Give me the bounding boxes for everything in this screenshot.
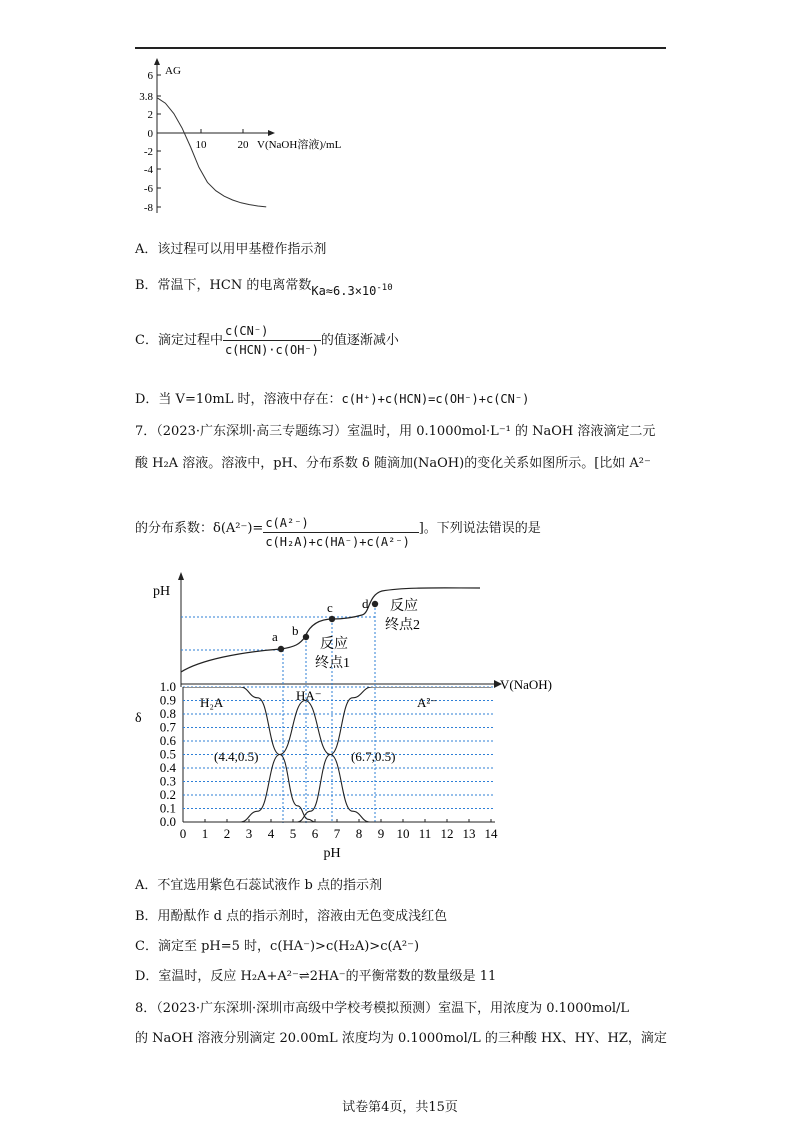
ag-xlabel: V(NaOH溶液)/mL <box>257 139 342 151</box>
q6-option-d <box>135 390 529 409</box>
ag-ytick: 0 <box>147 128 153 140</box>
q7-option-a: A．不宜选用紫色石蕊试液作 b 点的指示剂 <box>135 878 382 893</box>
q7-stem-line3 <box>135 514 541 551</box>
q7-option-c: C．滴定至 pH=5 时，c(HA⁻)>c(H₂A)>c(A²⁻) <box>135 939 420 954</box>
point-d <box>372 601 378 607</box>
delta-ylabel: δ <box>135 711 142 726</box>
q7-stem-line2: 酸 H₂A 溶液。溶液中，pH、分布系数 δ 随滴加(NaOH)的变化关系如图所示。[比如 A²⁻ <box>135 456 651 471</box>
endpoint2-label-line1: 反应 <box>390 599 418 614</box>
q6-option-b-formula: $Ka\approx 6.3\times 10^{-10}$ <box>311 283 393 298</box>
delta-xtick: 7 <box>333 826 341 841</box>
ag-ytick: -8 <box>143 202 153 214</box>
delta-ytick: 0.5 <box>159 746 176 762</box>
q7-stem-line1: 7．（2023·广东深圳·高三专题练习）室温时，用 0.1000mol·L⁻¹ 的 NaOH 溶液滴定二元 <box>135 424 656 439</box>
point-c <box>329 616 335 622</box>
q6-option-d-formula: c(H⁺)+c(HCN)=c(OH⁻)+c(CN⁻) <box>341 392 530 406</box>
q6-option-b-text: B．常温下，HCN 的电离常数 <box>135 278 312 293</box>
label-d: d <box>362 596 369 611</box>
point-a <box>278 646 284 652</box>
ag-ylabel: AG <box>165 65 181 77</box>
delta-xtick: 3 <box>245 826 253 841</box>
label-c: c <box>327 600 333 615</box>
q7-stem-line3-post: ]。下列说法错误的是 <box>418 521 541 536</box>
label-b: b <box>292 623 299 638</box>
delta-ytick: 0.7 <box>159 719 176 735</box>
delta-ytick: 0.9 <box>159 692 176 708</box>
q6-option-d-text: D．当 V=10mL 时，溶液中存在： <box>135 392 342 407</box>
ha-label: HA⁻ <box>296 688 322 703</box>
ag-curve <box>157 98 266 207</box>
delta-xtick: 10 <box>396 826 410 841</box>
ag-chart <box>125 58 375 218</box>
delta-xtick: 1 <box>201 826 209 841</box>
delta-xtick: 0 <box>179 826 187 841</box>
label-a: a <box>272 629 278 644</box>
q7-option-d: D．室温时，反应 H₂A+A²⁻⇌2HA⁻的平衡常数的数量级是 11 <box>135 969 497 984</box>
delta-ytick: 0.4 <box>159 760 176 775</box>
a2-label: A²⁻ <box>417 695 438 710</box>
point-b <box>303 634 309 640</box>
ph-delta-chart <box>130 570 570 865</box>
delta-ytick: 0.0 <box>159 814 176 829</box>
delta-xtick: 5 <box>289 826 297 841</box>
ph-ylabel: pH <box>153 584 171 599</box>
ag-ytick: 2 <box>147 109 153 121</box>
delta-ytick: 0.2 <box>159 787 176 802</box>
q6-option-c-pre: C．滴定过程中 <box>135 333 223 348</box>
q8-stem-line2: 的 NaOH 溶液分别滴定 20.00mL 浓度均为 0.1000mol/L 的三种酸 HX、HY、HZ，滴定 <box>135 1031 667 1046</box>
q7-option-b: B．用酚酞作 d 点的指示剂时，溶液由无色变成浅红色 <box>135 909 448 924</box>
delta-ytick: 0.8 <box>159 706 176 721</box>
q6-option-c-post: 的值逐渐减小 <box>320 333 399 348</box>
q6-option-a: A．该过程可以用甲基橙作指示剂 <box>135 242 327 257</box>
q8-stem-line1: 8．（2023·广东深圳·深圳市高级中学校考模拟预测）室温下，用浓度为 0.1000mol/L <box>135 1001 630 1016</box>
ag-xtick: 20 <box>237 139 249 151</box>
delta-xtick: 4 <box>267 826 275 841</box>
delta-xtick: 14 <box>484 826 498 841</box>
annotation-4.4: (4.4,0.5) <box>214 749 259 764</box>
q7-distribution-fraction: $\frac{\text{c(A²⁻)}}{\text{c(H₂A)+c(HA⁻)+c(A²⁻)}}$ <box>263 514 418 551</box>
delta-ytick: 0.3 <box>159 773 176 789</box>
ag-ytick: -2 <box>143 146 153 158</box>
h2a-label: H₂A <box>200 695 224 710</box>
endpoint1-label-line1: 反应 <box>320 637 348 652</box>
endpoint2-label-line2: 终点2 <box>385 618 420 633</box>
header-rule <box>135 47 666 49</box>
delta-xtick: 2 <box>223 826 231 841</box>
delta-xtick: 6 <box>311 826 319 841</box>
delta-xtick: 11 <box>418 826 432 841</box>
page-footer: 试卷第4页，共15页 <box>342 1100 458 1115</box>
q7-stem-line3-pre: 的分布系数：δ(A²⁻)= <box>135 521 264 536</box>
endpoint1-label-line2: 终点1 <box>315 656 350 671</box>
ag-ytick: 6 <box>147 70 153 82</box>
delta-xtick: 13 <box>462 826 476 841</box>
v-xlabel: V(NaOH) <box>500 677 552 692</box>
delta-xlabel: pH <box>323 846 341 861</box>
q6-option-b <box>135 273 393 298</box>
ag-xtick: 10 <box>195 139 207 151</box>
ag-ytick: -6 <box>143 183 153 195</box>
ag-ytick: -4 <box>143 164 153 176</box>
ag-ytick: 3.8 <box>139 91 153 103</box>
annotation-6.7: (6.7,0.5) <box>351 749 396 764</box>
delta-ytick: 1.0 <box>159 679 176 694</box>
q6-option-c <box>135 322 399 359</box>
delta-xtick: 12 <box>440 826 454 841</box>
delta-xtick: 8 <box>355 826 363 841</box>
delta-ytick: 0.6 <box>159 733 176 748</box>
q6-option-c-fraction: $\frac{c(CN^-)}{\text{c(HCN)·c(OH⁻)}}$ <box>224 324 319 357</box>
delta-ytick: 0.1 <box>159 800 176 816</box>
delta-xtick: 9 <box>377 826 385 841</box>
